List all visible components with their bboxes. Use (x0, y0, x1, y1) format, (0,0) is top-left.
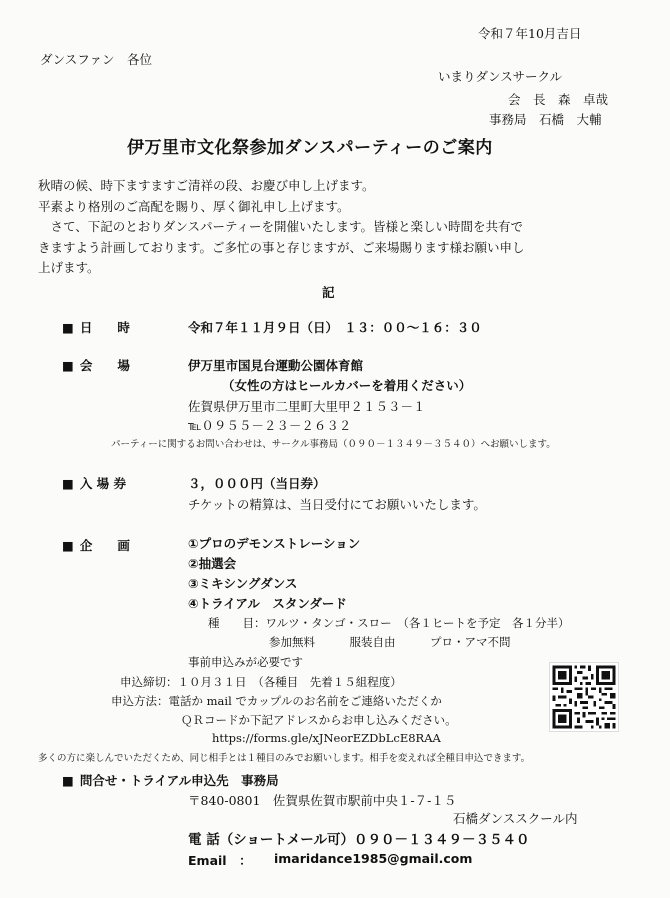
program-item-1: ①プロのデモンストレーション (188, 536, 361, 551)
contact-address: 〒840-0801 佐賀県佐賀市駅前中央１-７-１５ (188, 793, 457, 808)
contact-email[interactable]: imaridance1985@gmail.com (274, 851, 473, 866)
org-name: いまりダンスサークル (438, 69, 563, 84)
intro-line-2: 平素より格別のご高配を賜り、厚く御礼申し上げます。 (38, 199, 350, 214)
issue-date: 令和７年10月吉日 (478, 26, 582, 41)
program-item-4: ④トライアル スタンダード (188, 596, 347, 611)
venue-label: ■ 会 場 (62, 356, 130, 374)
datetime-value: 令和７年１１月９日（日） １３：００～１６：３０ (188, 320, 482, 335)
intro-line-3: さて、下記のとおりダンスパーティーを開催いたします。皆様と楽しい時間を共有で (38, 219, 524, 234)
program-method-2: ＱＲコードか下記アドレスからお申し込みください。 (181, 713, 457, 727)
contact-email-label: Email ： (188, 853, 252, 868)
program-prereg: 事前申込みが必要です (188, 655, 303, 669)
datetime-label: ■ 日 時 (62, 318, 130, 336)
program-item-2: ②抽選会 (188, 556, 237, 571)
venue-address: 佐賀県伊万里市二里町大里甲２１５３－１ (188, 399, 426, 414)
contact-label: ■ 問合せ・トライアル申込先 事務局 (62, 771, 279, 789)
program-footnote: 多くの方に楽しんでいただくため、同じ相手とは１種目のみでお願いします。相手を変えれば全種目申込できます。 (38, 753, 531, 764)
program-events: 種 目：ワルツ・タンゴ・スロー （各１ヒートを予定 各１分半） (208, 616, 570, 630)
ticket-price: ３，０００円（当日券） (188, 476, 326, 491)
ticket-note: チケットの精算は、当日受付にてお願いいたします。 (188, 497, 486, 512)
venue-note: （女性の方はヒールカバーを着用ください） (222, 378, 472, 393)
venue-tel: ℡０９５５－２３－２６３２ (188, 418, 352, 433)
program-deadline: 申込締切：１０月３１日 （各種目 先着１５組程度） (120, 675, 402, 689)
program-label: ■ 企 画 (62, 536, 130, 554)
intro-line-5: 上げます。 (38, 260, 100, 275)
venue-name: 伊万里市国見台運動公園体育館 (188, 358, 364, 373)
president: 会 長 森 卓哉 (508, 92, 609, 107)
program-item-3: ③ミキシングダンス (188, 576, 298, 591)
ki-heading: 記 (322, 285, 335, 300)
program-method-1: 申込方法：電話か mail でカップルのお名前をご連絡いただくか (111, 694, 442, 708)
registration-form-link[interactable]: https://forms.gle/xJNeorEZDbLcE8RAA (212, 731, 441, 745)
contact-school: 石橋ダンススクール内 (453, 811, 578, 826)
venue-inquiry: パーティーに関するお問い合わせは、サークル事務局（０９０－１３４９－３５４０）へお願いします。 (111, 439, 556, 450)
intro-line-1: 秋晴の候、時下ますますご清祥の段、お慶び申し上げます。 (38, 178, 375, 193)
contact-phone[interactable]: 電 話（ショートメール可）０９０－１３４９－３５４０ (188, 832, 530, 848)
qr-code-icon[interactable] (549, 662, 619, 732)
page-title: 伊万里市文化祭参加ダンスパーティーのご案内 (127, 138, 493, 158)
program-conditions: 参加無料 服装自由 プロ・アマ不問 (269, 635, 511, 649)
addressee: ダンスファン 各位 (40, 52, 153, 67)
ticket-label: ■ 入 場 券 (62, 474, 126, 492)
secretary: 事務局 石橋 大輔 (489, 112, 602, 127)
intro-line-4: きますよう計画しております。ご多忙の事と存じますが、ご来場賜ります様お願い申し (38, 240, 525, 255)
